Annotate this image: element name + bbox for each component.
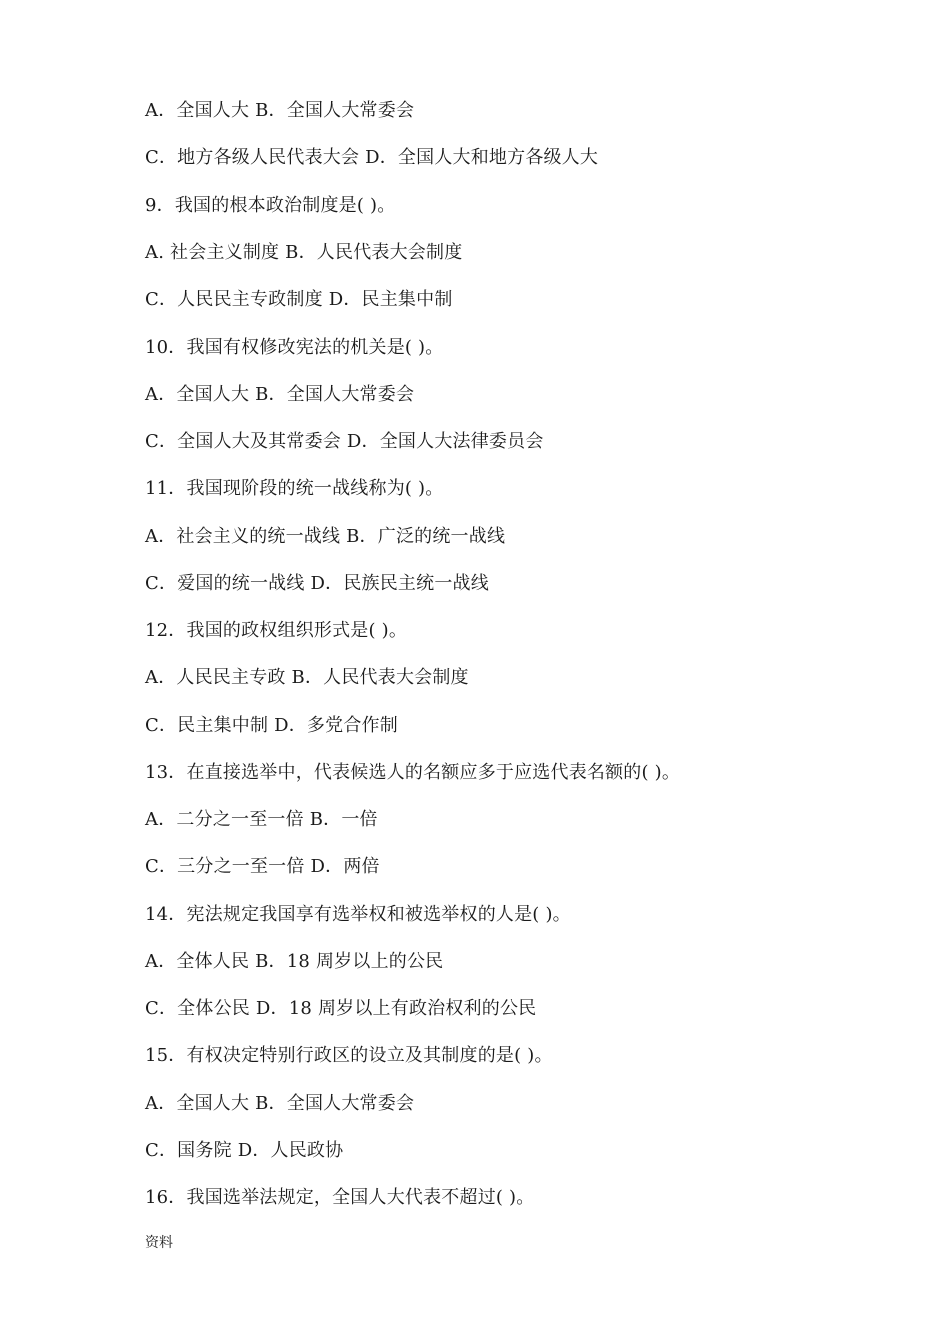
- text-line: A. 社会主义制度 B．人民代表大会制度: [145, 242, 463, 263]
- question-line: 9．我国的根本政治制度是( )。: [145, 195, 396, 216]
- question-line: 15．有权决定特别行政区的设立及其制度的是( )。: [145, 1045, 553, 1066]
- text-line: C．全体公民 D．18 周岁以上有政治权利的公民: [145, 998, 537, 1019]
- text-line: A．二分之一至一倍 B．一倍: [145, 809, 378, 830]
- text-line: A．全国人大 B．全国人大常委会: [145, 100, 415, 121]
- text-line: A．全体人民 B．18 周岁以上的公民: [145, 951, 444, 972]
- question-line: 11．我国现阶段的统一战线称为( )。: [145, 478, 444, 499]
- text-line: C．国务院 D．人民政协: [145, 1140, 344, 1161]
- question-line: 14．宪法规定我国享有选举权和被选举权的人是( )。: [145, 904, 571, 925]
- text-line: C．民主集中制 D．多党合作制: [145, 715, 398, 736]
- text-line: C．全国人大及其常委会 D．全国人大法律委员会: [145, 431, 544, 452]
- question-line: 13．在直接选举中，代表候选人的名额应多于应选代表名额的( )。: [145, 762, 681, 783]
- question-line: 10．我国有权修改宪法的机关是( )。: [145, 337, 444, 358]
- page-footer: 资料: [145, 1235, 173, 1251]
- text-line: C．爱国的统一战线 D．民族民主统一战线: [145, 573, 489, 594]
- question-line: 16．我国选举法规定，全国人大代表不超过( )。: [145, 1187, 535, 1208]
- text-line: A．全国人大 B．全国人大常委会: [145, 384, 415, 405]
- text-line: A．社会主义的统一战线 B．广泛的统一战线: [145, 526, 506, 547]
- text-line: C．人民民主专政制度 D．民主集中制: [145, 289, 453, 310]
- text-line: C．地方各级人民代表大会 D．全国人大和地方各级人大: [145, 147, 599, 168]
- text-line: A．人民民主专政 B．人民代表大会制度: [145, 667, 469, 688]
- question-line: 12．我国的政权组织形式是( )。: [145, 620, 408, 641]
- text-line: A．全国人大 B．全国人大常委会: [145, 1093, 415, 1114]
- text-line: C．三分之一至一倍 D．两倍: [145, 856, 380, 877]
